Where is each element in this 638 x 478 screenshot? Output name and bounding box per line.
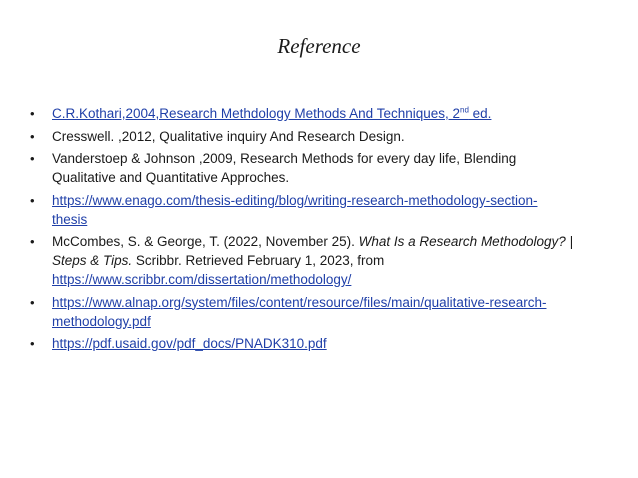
bullet-icon: • [30,234,35,249]
reference-italic-title-1: What Is a Research Methodology? | [358,234,574,249]
usaid-link[interactable]: https://pdf.usaid.gov/pdf_docs/PNADK310.pdf [52,336,327,351]
scribbr-link[interactable]: https://www.scribbr.com/dissertation/methodology/ [52,272,352,287]
reference-text-line1: Vanderstoep & Johnson ,2009, Research Methods for every day life, Blending [52,151,517,166]
bullet-icon: • [30,192,35,208]
reference-item-mccombes [30,232,620,289]
bullet-icon: • [30,106,35,121]
reference-suffix: Scribbr. Retrieved February 1, 2023, from [132,253,385,268]
alnap-link[interactable]: https://www.alnap.org/system/files/content/resource/files/main/qualitative-research- methodology.pdf [52,294,547,329]
enago-link[interactable]: https://www.enago.com/thesis-editing/blog/writing-research-methodology-section- thesis [52,192,538,227]
bullet-icon: • [30,151,35,166]
reference-prefix: McCombes, S. & George, T. (2022, November 25). [52,234,359,249]
reference-item-kothari [30,104,620,123]
reference-list [30,104,620,357]
reference-item-vanderstoep [30,149,620,187]
reference-item-usaid [30,334,620,353]
slide-title: Reference [277,34,361,58]
reference-text-line2: Qualitative and Quantitative Approches. [52,170,290,185]
kothari-link[interactable]: C.R.Kothari,2004,Research Methdology Methods And Techniques, 2nd ed. [52,105,492,121]
reference-item-enago [30,191,620,229]
bullet-icon: • [30,336,35,351]
reference-item-alnap [30,293,620,331]
bullet-icon: • [30,294,35,310]
reference-text: Cresswell. ,2012, Qualitative inquiry And Research Design. [52,128,405,144]
bullet-icon: • [30,128,35,144]
reference-italic-title-2: Steps & Tips. [52,253,133,268]
reference-item-cresswell [30,127,620,146]
